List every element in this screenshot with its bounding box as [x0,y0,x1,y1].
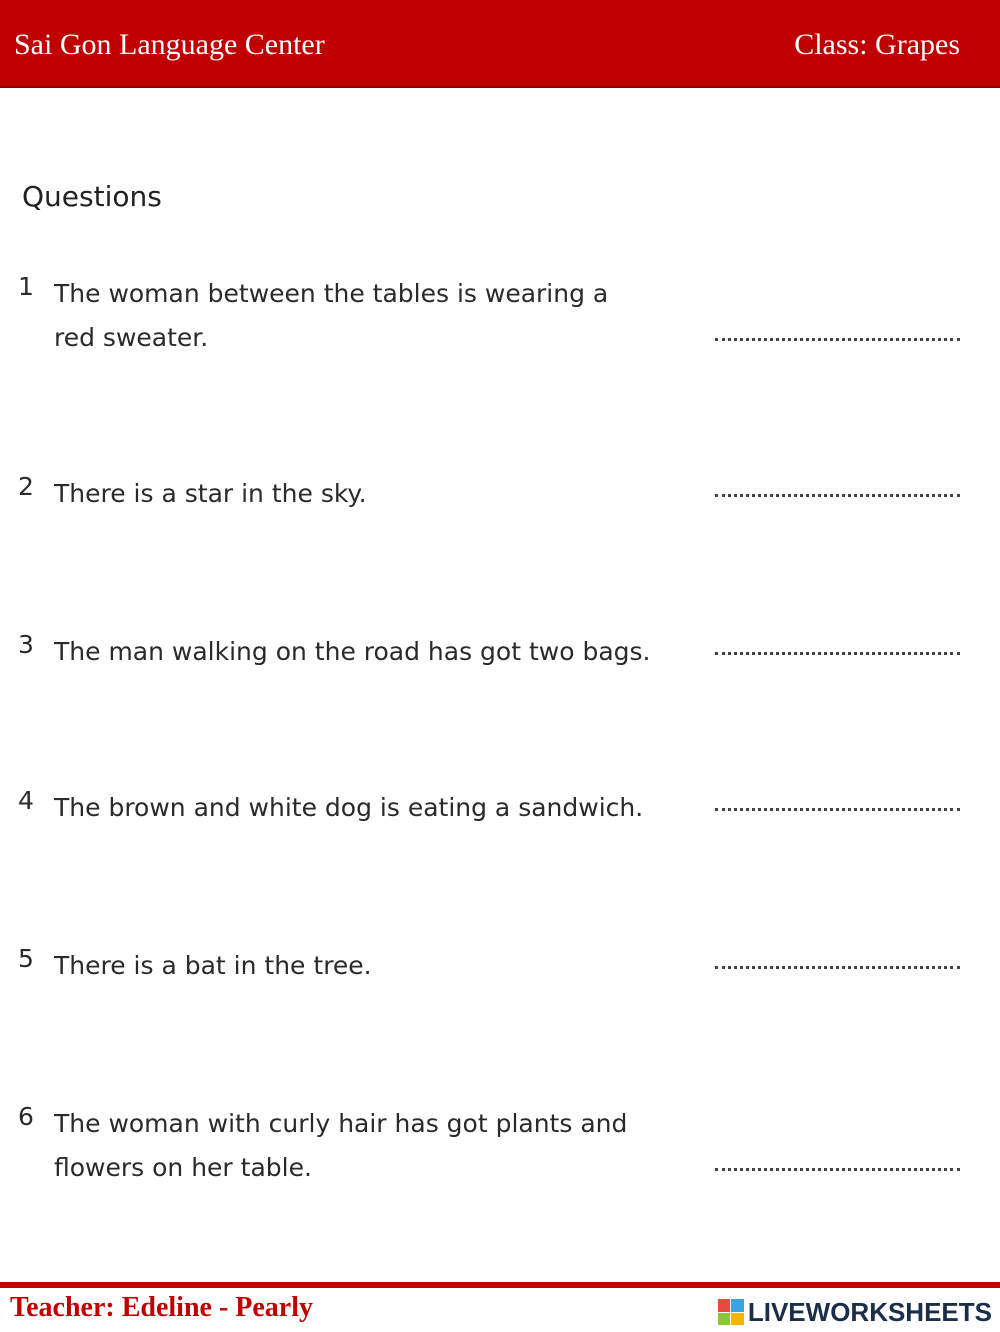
question-number: 5 [18,944,34,973]
question-4 [18,786,978,830]
teacher-name: Teacher: Edeline - Pearly [10,1292,314,1323]
question-number: 6 [18,1102,34,1131]
liveworksheets-brand[interactable] [718,1297,992,1327]
question-text: The woman between the tables is wearing a red sweater. [54,279,609,352]
question-text: There is a star in the sky. [54,479,367,508]
school-name: Sai Gon Language Center [14,28,325,61]
class-label: Class: Grapes [794,28,960,61]
question-number: 2 [18,472,34,501]
question-1 [18,272,978,362]
answer-blank[interactable] [715,332,960,341]
answer-blank[interactable] [715,488,960,497]
answer-blank[interactable] [715,646,960,655]
answer-blank[interactable] [715,960,960,969]
question-number: 1 [18,272,34,301]
brand-wordmark: LIVEWORKSHEETS [747,1296,992,1327]
question-6 [18,1102,978,1192]
questions-heading: Questions [22,180,162,213]
question-3 [18,630,978,674]
question-5 [18,944,978,988]
question-text: The man walking on the road has got two bags. [54,637,651,666]
question-2 [18,472,978,516]
footer-divider [0,1282,1000,1288]
question-text: The woman with curly hair has got plants and flowers on her table. [54,1109,628,1182]
liveworksheets-logo-icon [718,1299,744,1325]
question-text: There is a bat in the tree. [54,951,372,980]
question-text: The brown and white dog is eating a sandwich. [54,793,644,822]
answer-blank[interactable] [715,1162,960,1171]
question-number: 3 [18,630,34,659]
question-number: 4 [18,786,34,815]
answer-blank[interactable] [715,802,960,811]
header-bar [0,0,1000,88]
